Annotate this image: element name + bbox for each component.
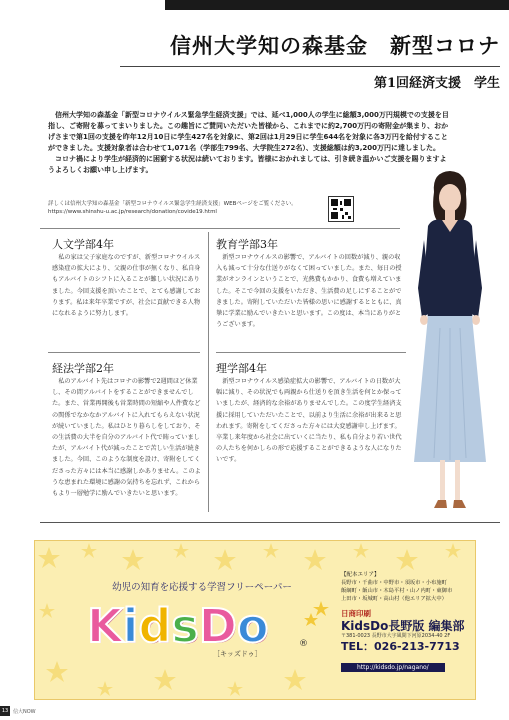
logo-letter-o: o: [236, 599, 269, 653]
logo-letter-i: i: [122, 599, 139, 653]
top-bar-black: [165, 0, 509, 10]
ad-department: KidsDo長野版 編集部: [341, 619, 465, 633]
ad-area-line: 長野市・千曲市・中野市・須坂市・小布施町: [341, 580, 447, 586]
section-heading-law-economics: 経法学部2年: [52, 362, 114, 375]
section-body-law-economics: 私のアルバイト先はコロナの影響で2週間ほど休業し、その間アルバイトをすることができませんでした。また、営業再開後も営業時間の短縮や人件費などの関係でなかなかアルバイトに入れてもらえない状況が続いていました。私はひとり暮らしをしており、その生活費の大半を自分のアルバイト代で賄っていましたが、アルバイト代が減ったことで苦しい生活が続きました。今回、このような制度を設け、寄附をしてくださった方々には本当に感謝しかありません。このような恵まれた環境に感謝の気持ちを忘れず、これからもより一層勉学に励んでいきたいと思います。: [52, 378, 201, 498]
ad-company-name: 日商印刷: [341, 609, 371, 618]
section-body-humanities: 私の家は父子家庭なのですが、新型コロナウイルス感染症の拡大により、父親の仕事が無くなり、私自身もアルバイトのシフトに入ることが難しい状況にありました。今回支援を頂いたことで、とても感謝しております。私は来年卒業ですが、社会に貢献できる人物になれるように努力します。: [52, 254, 201, 318]
ad-area-title: 【配本エリア】: [341, 572, 380, 578]
ad-kana-reading: ［キッズドゥ］: [213, 650, 262, 658]
lead-paragraph-1: 信州大学知の森基金「新型コロナウイルス緊急学生経済支援」では、延べ1,000人の学生に総額3,000万円規模での支援を目指し、ご寄附を募ってまいりました。この趣旨にご賛同いただいた皆様から、これまでに約2,700万円の寄附金が集まり、おかげさまで第1回の支援を昨年12月10日に学生427名を対象に、第2回は1月29日に学生644名を対象に各3万円を給付することができました。支援対象者は合わせて1,071名（学部生799名、大学院生272名）、支援総額は約3,200万円に達しました。: [48, 111, 449, 152]
person-photo: [410, 168, 490, 516]
qr-code-icon[interactable]: [328, 196, 354, 222]
section-body-education: 新型コロナウイルスの影響で、アルバイトの回数が減り、親の収入も減って十分な仕送りがなくて困っていました。また、毎日の授業がオンラインということで、光熱費もかかり、食費も増えていました。そこで今回の支援をいただき、生活費の足しにすることができました。寄附していただいた皆様の思いに感謝するとともに、真摯に学業に励んでいきたいと思います。この度は、本当にありがとうございます。: [216, 254, 402, 329]
ad-contact-block: [341, 571, 471, 673]
kidsdo-advertisement[interactable]: [34, 540, 476, 700]
section-column-rule: [208, 232, 209, 512]
top-bar: [0, 0, 509, 10]
kidsdo-logo: [87, 597, 269, 653]
section-heading-science: 理学部4年: [216, 362, 267, 375]
logo-letter-d: d: [138, 599, 172, 653]
section-rule-middle-left: [48, 352, 200, 353]
section-heading-humanities: 人文学部4年: [52, 238, 114, 251]
page-title: 信州大学知の森基金 新型コロナ: [170, 33, 500, 58]
section-rule-middle-right: [216, 352, 406, 353]
section-rule-top: [40, 228, 400, 229]
bottom-rule: [40, 522, 500, 523]
ad-area-line: 上田市・坂城町・高山村（他エリア拡大中）: [341, 596, 447, 602]
lead-paragraph-2: コロナ禍により学生が経済的に困窮する状況は続いております。皆様におかれましては、引き続き温かいご支援を賜りますようよろしくお願い申し上げます。: [48, 155, 447, 174]
web-note-url[interactable]: https://www.shinshu-u.ac.jp/research/donation/covide19.html: [48, 209, 217, 215]
page-subtitle: 第1回経済支援 学生: [373, 76, 500, 91]
page-number: 13: [1, 708, 9, 714]
ad-telephone[interactable]: TEL：026-213-7713: [341, 640, 460, 653]
logo-letter-s: s: [171, 599, 199, 653]
section-body-science: 新型コロナウイルス感染症拡大の影響で、アルバイトの日数が大幅に減り、その状況でも両親から仕送りを頂き生活を何とか保っていましたが、経済的な余裕がありませんでした。この度学生経済支援に採用していただいたことで、以前より生活に余裕が出来ると思われます。寄附をしてくださった方々には大変感謝申し上げます。卒業し来年度から社会に出ていくに当たり、私も自分より若い世代の人たちを何かしらの形で応援することができるような人になりたいです。: [216, 378, 402, 464]
logo-letter-k: K: [87, 599, 123, 653]
publication-name: 信大NOW: [13, 709, 36, 715]
section-heading-education: 教育学部3年: [216, 238, 278, 251]
ad-url-link[interactable]: http://kidsdo.jp/nagano/: [341, 663, 445, 672]
ad-area-line: 飯綱町・飯山市・木島平村・山ノ内町・東御市: [341, 588, 453, 594]
web-note: [48, 200, 328, 216]
registered-mark: ®: [299, 639, 308, 649]
logo-letter-d2: D: [198, 599, 237, 653]
ad-tagline: 幼児の知育を応援する学習フリーペーパー: [112, 582, 292, 593]
lead-text: [48, 110, 453, 176]
web-note-text: 詳しくは信州大学知の森基金「新型コロナウイルス緊急学生経済支援」WEBページをご覧ください。: [48, 201, 297, 207]
title-rule: [120, 66, 500, 67]
ad-address: 〒381-0023 長野市大字風間下河原2034-40 2F: [341, 633, 451, 639]
